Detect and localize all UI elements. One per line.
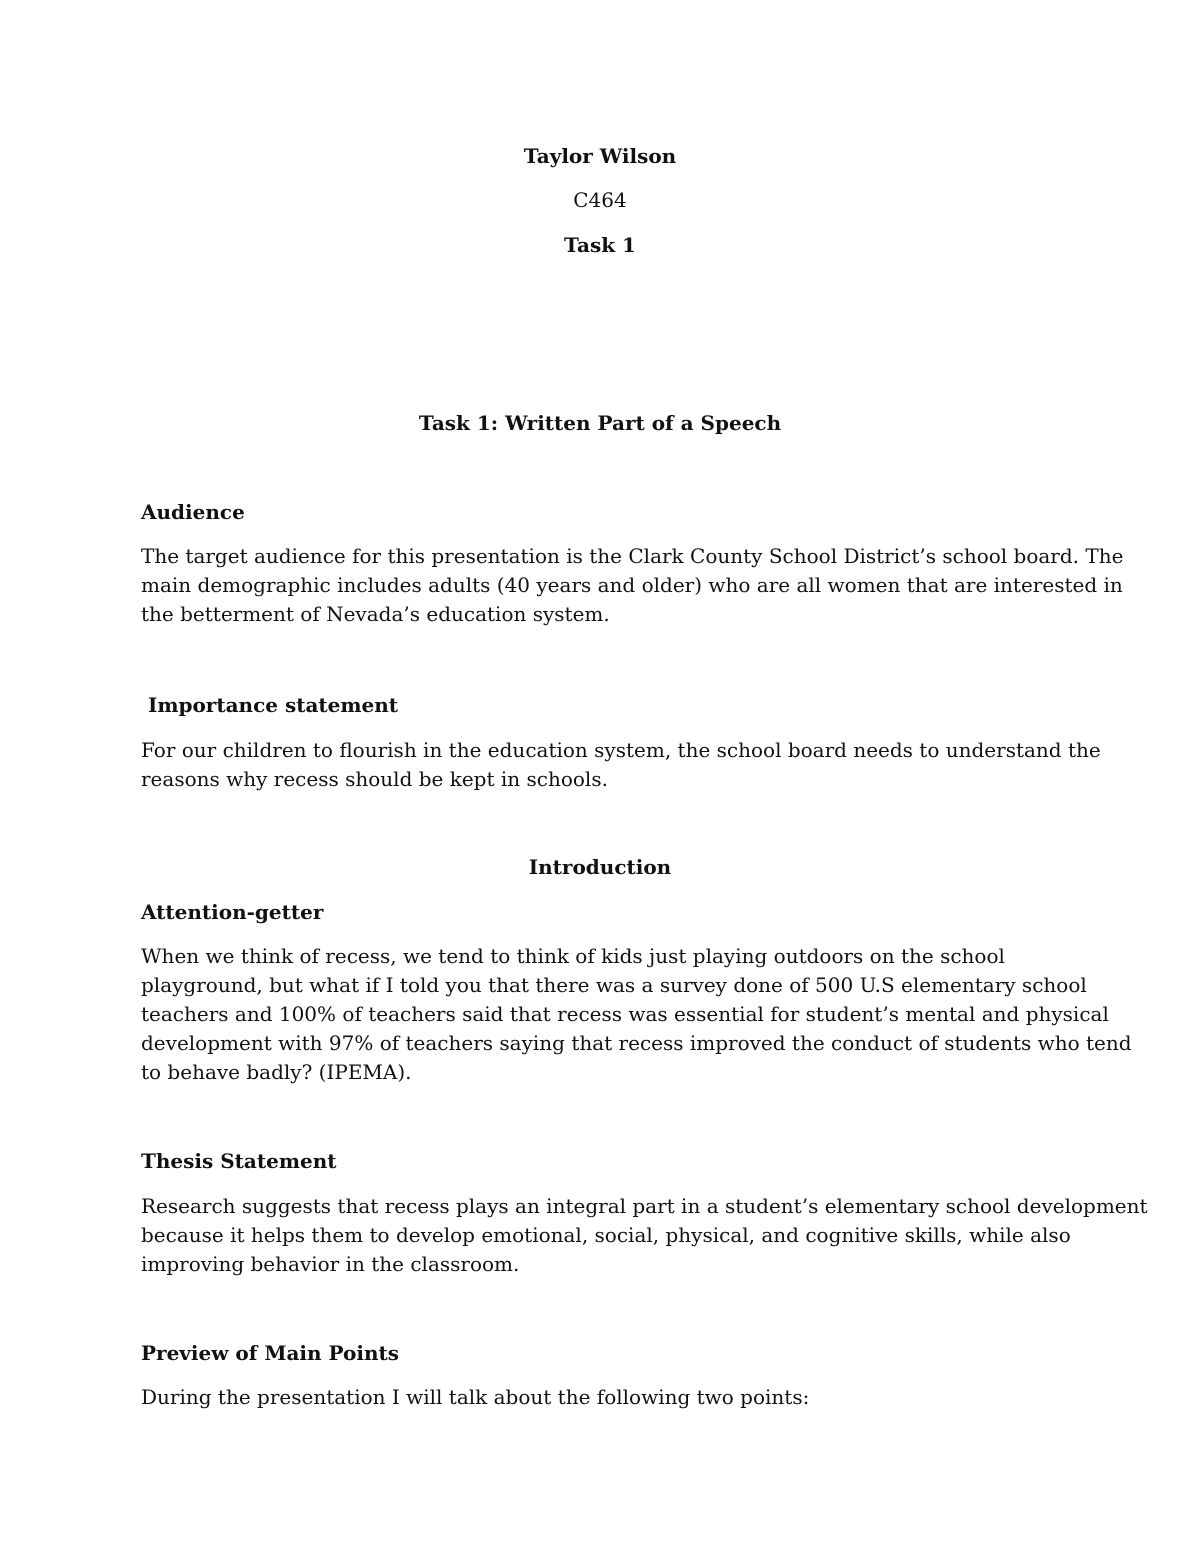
attention-line: teachers and 100% of teachers said that recess was essential for student’s mental and physical xyxy=(141,1002,1109,1026)
importance-heading: Importance statement xyxy=(141,693,399,717)
thesis-paragraph xyxy=(141,1192,1148,1279)
attention-heading: Attention-getter xyxy=(141,900,324,924)
preview-heading: Preview of Main Points xyxy=(141,1341,400,1365)
attention-line: to behave badly? (IPEMA). xyxy=(141,1060,412,1084)
attention-paragraph xyxy=(141,942,1132,1087)
audience-line: the betterment of Nevada’s education system. xyxy=(141,602,610,626)
attention-line: When we think of recess, we tend to think of kids just playing outdoors on the school xyxy=(141,944,1005,968)
importance-line: For our children to flourish in the education system, the school board needs to understand the xyxy=(141,738,1101,762)
attention-line: playground, but what if I told you that there was a survey done of 500 U.S elementary school xyxy=(141,973,1087,997)
thesis-line: because it helps them to develop emotional, social, physical, and cognitive skills, while also xyxy=(141,1223,1071,1247)
thesis-heading: Thesis Statement xyxy=(141,1149,337,1173)
introduction-heading: Introduction xyxy=(528,855,672,879)
audience-heading: Audience xyxy=(141,500,245,524)
attention-line: development with 97% of teachers saying that recess improved the conduct of students who tend xyxy=(141,1031,1132,1055)
audience-line: main demographic includes adults (40 years and older) who are all women that are interested in xyxy=(141,573,1123,597)
author-name: Taylor Wilson xyxy=(523,144,677,168)
course-code: C464 xyxy=(573,188,627,212)
importance-paragraph xyxy=(141,736,1101,794)
preview-line: During the presentation I will talk about the following two points: xyxy=(141,1385,810,1409)
task-label: Task 1 xyxy=(564,233,636,257)
preview-paragraph xyxy=(141,1383,1071,1412)
audience-line: The target audience for this presentation is the Clark County School District’s school board. The xyxy=(141,544,1124,568)
document-title: Task 1: Written Part of a Speech xyxy=(418,411,782,435)
audience-paragraph xyxy=(141,542,1124,629)
importance-line: reasons why recess should be kept in schools. xyxy=(141,767,608,791)
thesis-line: Research suggests that recess plays an integral part in a student’s elementary school development xyxy=(141,1194,1148,1218)
thesis-line: improving behavior in the classroom. xyxy=(141,1252,520,1276)
